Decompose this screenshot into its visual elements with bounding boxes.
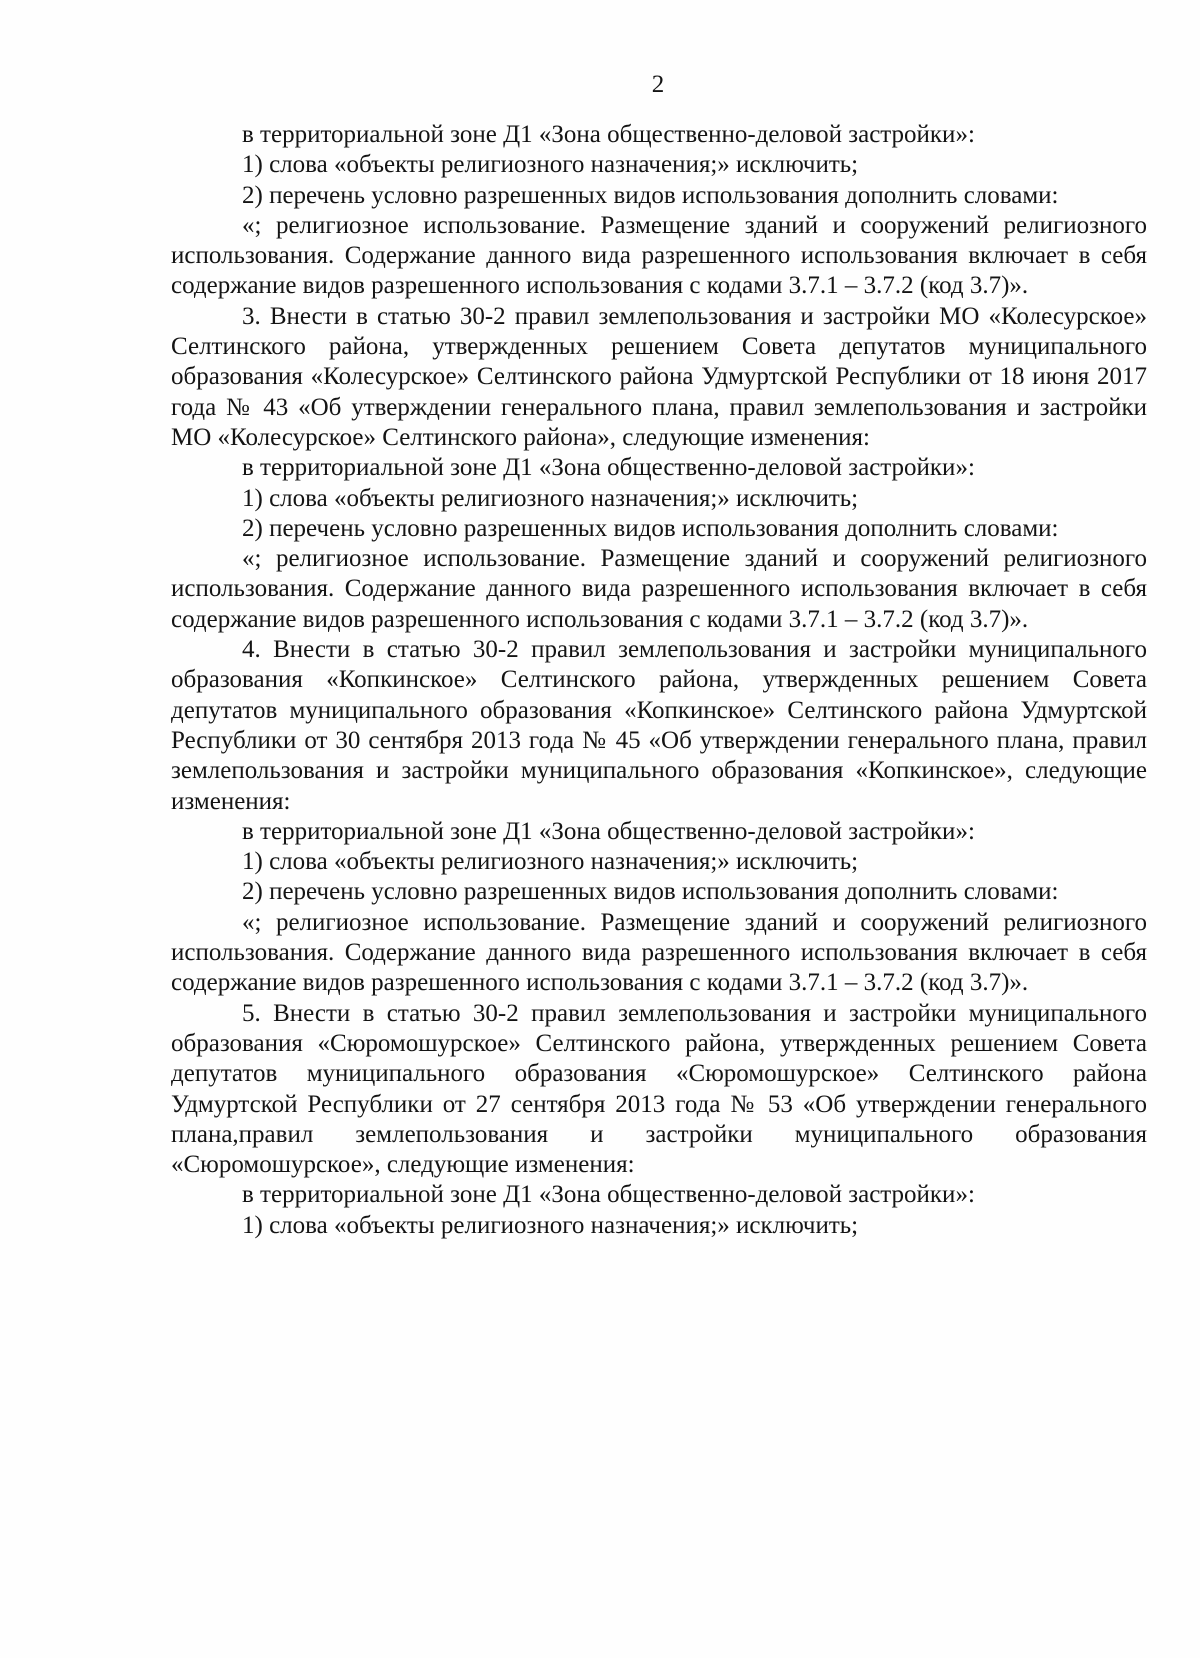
paragraph-zone-heading: в территориальной зоне Д1 «Зона общественно-деловой застройки»: [242, 454, 975, 482]
paragraph-zone-heading: в территориальной зоне Д1 «Зона общественно-деловой застройки»: [242, 121, 975, 148]
page-number: 2 [651, 71, 665, 98]
paragraph-section-4: 4. Внести в статью 30-2 правил землепользования и застройки муниципального образования «Копкинское» Селтинского района, утвержденных решением Совета депутатов муниципального образования «Копкинское» Селтинского района Удмуртской Республики от 30 сентября 2013 года № 45 «Об утверждении генерального плана, правил землепользования и застройки муниципального образования «Копкинское», следующие изменения: [171, 636, 1147, 815]
paragraph-quote: «; религиозное использование. Размещение зданий и сооружений религиозного использования. Содержание данного вида разрешенного использования включает в себя содержание видов разрешенного использования с кодами 3.7.1 – 3.7.2 (код 3.7)». [171, 211, 1147, 300]
paragraph-quote: «; религиозное использование. Размещение зданий и сооружений религиозного использования. Содержание данного вида разрешенного использования включает в себя содержание видов разрешенного использования с кодами 3.7.1 – 3.7.2 (код 3.7)». [171, 908, 1147, 997]
paragraph-item-1: 1) слова «объекты религиозного назначения;» исключить; [242, 1211, 859, 1239]
paragraph-section-3: 3. Внести в статью 30-2 правил землепользования и застройки МО «Колесурское» Селтинского района, утвержденных решением Совета депутатов муниципального образования «Колесурское» Селтинского района Удмуртской Республики от 18 июня 2017 года № 43 «Об утверждении генерального плана, правил землепользования и застройки МО «Колесурское» Селтинского района», следующие изменения: [171, 302, 1147, 451]
paragraph-zone-heading: в территориальной зоне Д1 «Зона общественно-деловой застройки»: [242, 817, 975, 845]
paragraph-quote: «; религиозное использование. Размещение зданий и сооружений религиозного использования. Содержание данного вида разрешенного использования включает в себя содержание видов разрешенного использования с кодами 3.7.1 – 3.7.2 (код 3.7)». [171, 545, 1147, 633]
paragraph-item-2: 2) перечень условно разрешенных видов использования дополнить словами: [242, 514, 1059, 542]
paragraph-section-5: 5. Внести в статью 30-2 правил землепользования и застройки муниципального образования «Сюромошурское» Селтинского района, утвержденных решением Совета депутатов муниципального образования «Сюромошурское» Селтинского района Удмуртской Республики от 27 сентября 2013 года № 53 «Об утверждении генерального плана,правил землепользования и застройки муниципального образования «Сюромошурское», следующие изменения: [171, 999, 1147, 1179]
paragraph-item-1: 1) слова «объекты религиозного назначения;» исключить; [242, 848, 859, 876]
paragraph-item-1: 1) слова «объекты религиозного назначения;» исключить; [242, 151, 859, 179]
paragraph-item-1: 1) слова «объекты религиозного назначения;» исключить; [242, 484, 859, 512]
paragraph-item-2: 2) перечень условно разрешенных видов использования дополнить словами: [242, 181, 1059, 209]
document-body [171, 120, 1147, 1241]
paragraph-item-2: 2) перечень условно разрешенных видов использования дополнить словами: [242, 878, 1059, 906]
paragraph-zone-heading: в территориальной зоне Д1 «Зона общественно-деловой застройки»: [242, 1181, 975, 1209]
